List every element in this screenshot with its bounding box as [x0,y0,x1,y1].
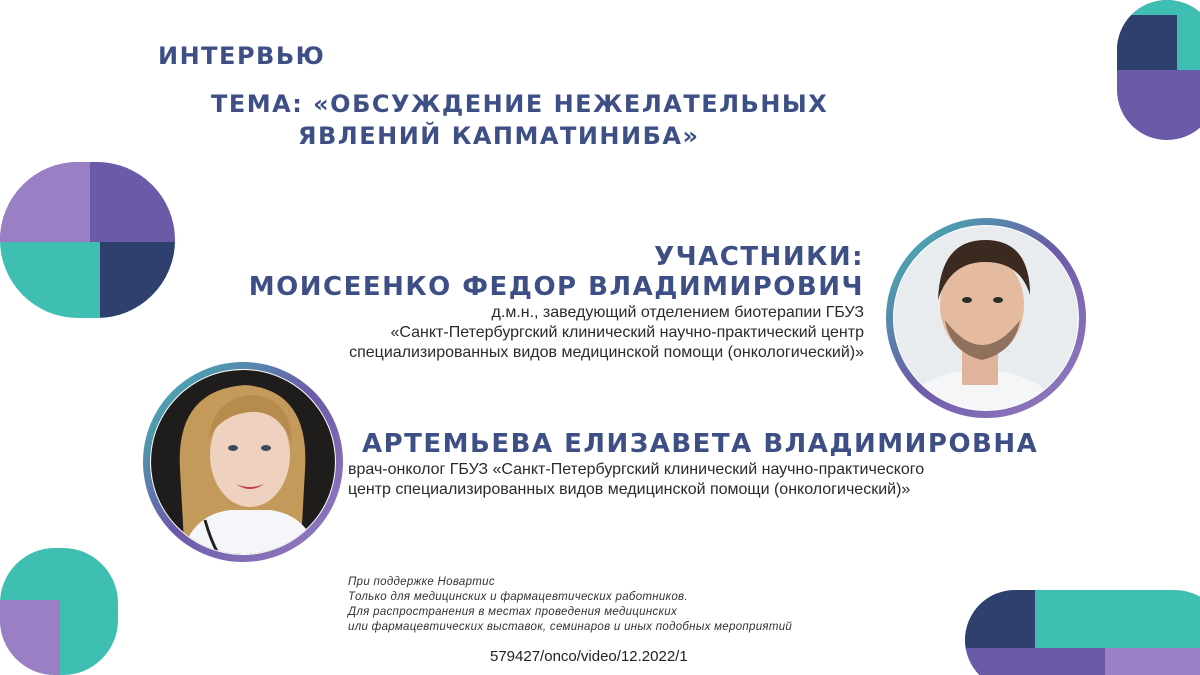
bottom-left-pill-shape [0,548,118,675]
disclaimer-footer [348,575,792,635]
participant-2-description [348,460,924,500]
footer-line: Только для медицинских и фармацевтических работников. [348,591,688,603]
participant-2-desc-line: врач-онколог ГБУЗ «Санкт-Петербургский клинический научно-практического [348,461,925,478]
portrait-artemyeva [143,362,345,565]
participant-1-desc-line: д.м.н., заведующий отделением биотерапии ГБУЗ [491,304,864,321]
interview-label: ИНТЕРВЬЮ [158,42,326,70]
participants-label: УЧАСТНИКИ: [654,242,864,272]
material-code: 579427/onco/video/12.2022/1 [490,648,688,665]
top-right-pill-shape [1117,0,1200,140]
topic-line-2: ЯВЛЕНИЙ КАПМАТИНИБА» [298,122,700,150]
footer-line: При поддержке Новартис [348,576,495,588]
participant-2-desc-line: центр специализированных видов медицинской помощи (онкологический)» [348,481,911,498]
left-pill-shape [0,162,175,318]
bottom-right-pill-shape [965,590,1200,675]
topic-title [211,88,828,152]
participant-2-name: АРТЕМЬЕВА ЕЛИЗАВЕТА ВЛАДИМИРОВНА [362,429,1039,459]
participant-1-desc-line: специализированных видов медицинской помощи (онкологический)» [349,344,864,361]
participant-1-description [349,303,864,363]
participant-1-desc-line: «Санкт-Петербургский клинический научно-практический центр [390,324,864,341]
topic-line-1: ТЕМА: «ОБСУЖДЕНИЕ НЕЖЕЛАТЕЛЬНЫХ [211,90,829,118]
footer-line: Для распространения в местах проведения медицинских [348,606,678,618]
footer-line: или фармацевтических выставок, семинаров и иных подобных мероприятий [348,621,793,633]
participant-1-name: МОИСЕЕНКО ФЕДОР ВЛАДИМИРОВИЧ [248,272,864,302]
portrait-moiseenko [886,218,1090,450]
